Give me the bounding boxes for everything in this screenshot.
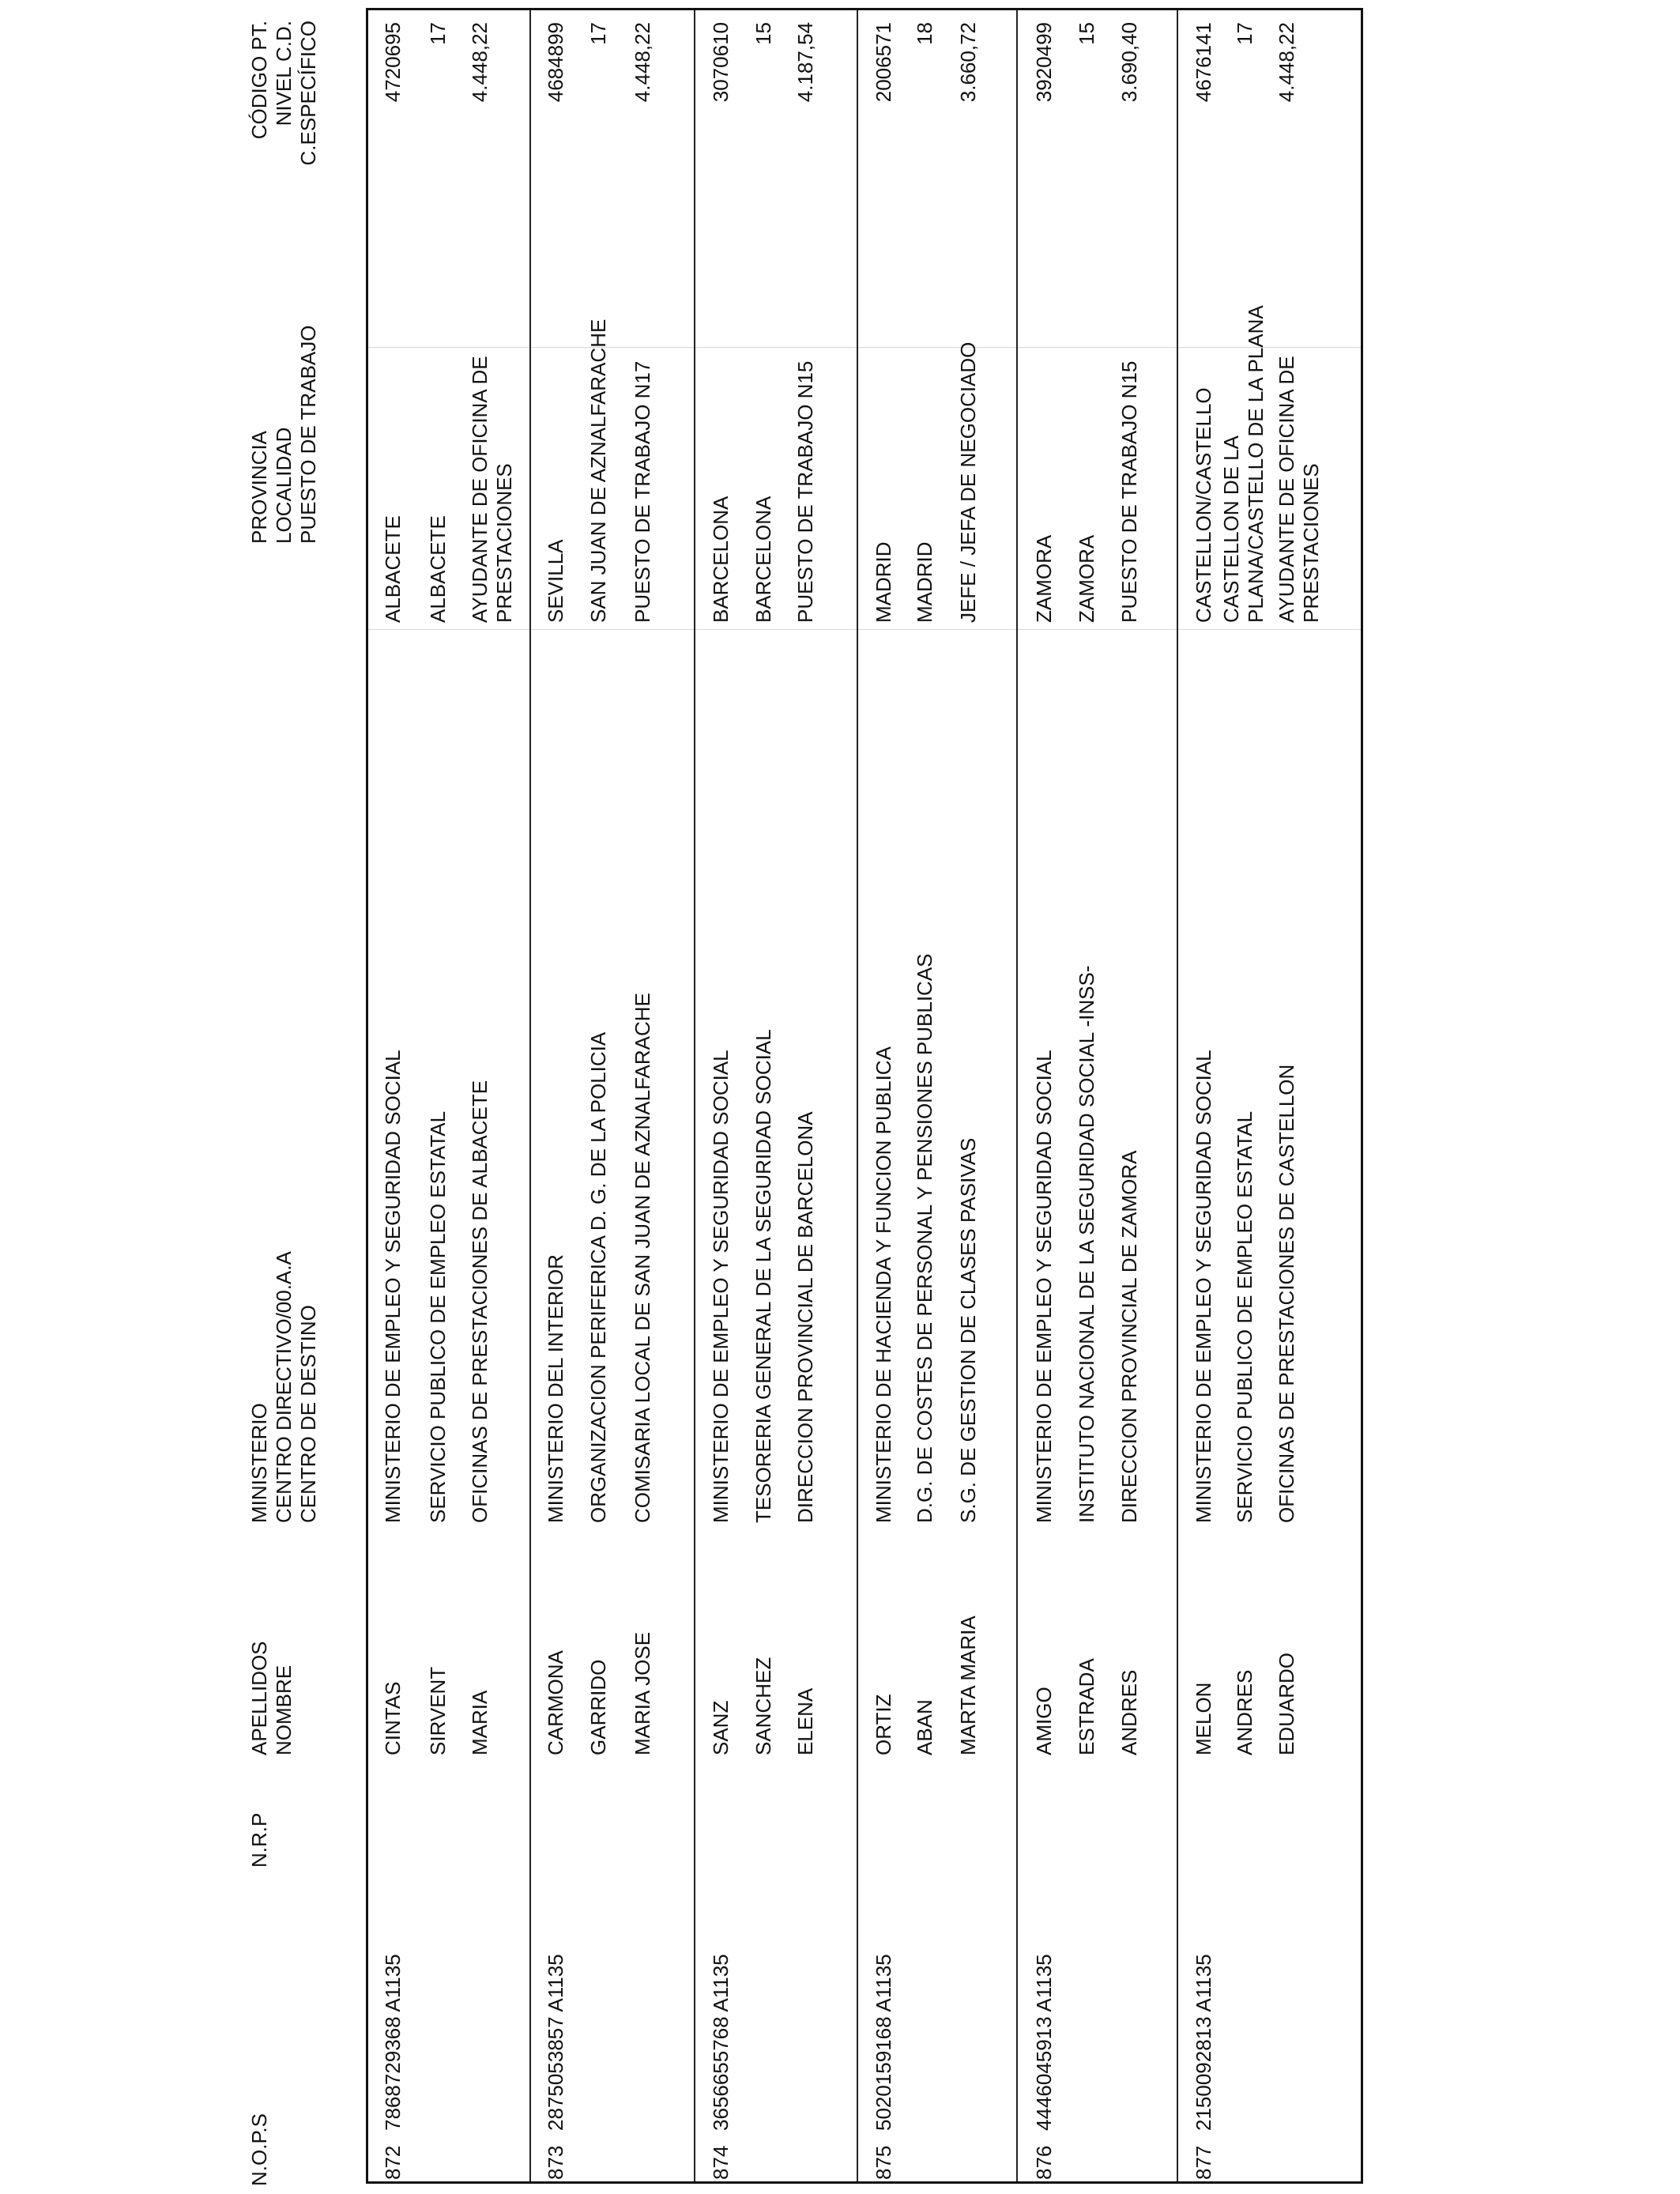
centro-directivo-value: TESORERIA GENERAL DE LA SEGURIDAD SOCIAL bbox=[751, 1029, 775, 1523]
nops-value: 876 bbox=[1032, 2145, 1056, 2180]
nivel-cd-value: 17 bbox=[426, 22, 450, 45]
apellido2-value: GARRIDO bbox=[586, 1659, 610, 1755]
nivel-cd-value: 18 bbox=[913, 22, 936, 45]
nombre-value: EDUARDO bbox=[1275, 1652, 1298, 1755]
apellido1-value: MELON bbox=[1192, 1682, 1215, 1755]
nops-value: 877 bbox=[1192, 2145, 1215, 2180]
centro-directivo-value: SERVICIO PUBLICO DE EMPLEO ESTATAL bbox=[1233, 1110, 1256, 1523]
centro-destino-value: OFICINAS DE PRESTACIONES DE CASTELLON bbox=[1275, 1064, 1298, 1523]
apellido1-value: ORTIZ bbox=[872, 1694, 895, 1755]
apellido1-value: SANZ bbox=[709, 1700, 733, 1755]
apellido1-value: CINTAS bbox=[381, 1681, 405, 1755]
ministerio-value: MINISTERIO DE HACIENDA Y FUNCION PUBLICA bbox=[872, 1046, 895, 1523]
row-divider bbox=[857, 10, 858, 2181]
apellido2-value: ABAN bbox=[913, 1699, 936, 1755]
centro-directivo-value: D.G. DE COSTES DE PERSONAL Y PENSIONES PUBLICAS bbox=[913, 953, 936, 1523]
provincia-value: BARCELONA bbox=[709, 496, 733, 623]
provincia-value: CASTELLON/CASTELLO bbox=[1192, 387, 1215, 623]
codigo-pt-value: 2006571 bbox=[872, 22, 895, 103]
c-especifico-value: 4.448,22 bbox=[631, 22, 654, 103]
header-codigo-nivel-especifico: CÓDIGO PT. NIVEL C.D. C.ESPECÍFICO bbox=[247, 21, 320, 166]
column-divider bbox=[368, 629, 1361, 630]
c-especifico-value: 4.187,54 bbox=[793, 22, 817, 103]
localidad-value: ZAMORA bbox=[1075, 534, 1098, 623]
puesto-value: JEFE / JEFA DE NEGOCIADO bbox=[956, 341, 980, 623]
provincia-value: ALBACETE bbox=[381, 515, 405, 623]
puesto-value: AYUDANTE DE OFICINA DE PRESTACIONES bbox=[468, 356, 516, 623]
puesto-value: PUESTO DE TRABAJO N17 bbox=[631, 360, 654, 623]
c-especifico-value: 3.690,40 bbox=[1117, 22, 1141, 103]
ministerio-value: MINISTERIO DE EMPLEO Y SEGURIDAD SOCIAL bbox=[1032, 1050, 1056, 1523]
nrp-value: 2150092813 A1135 bbox=[1192, 1954, 1215, 2131]
centro-destino-value: DIRECCION PROVINCIAL DE BARCELONA bbox=[793, 1111, 817, 1523]
apellido2-value: SANCHEZ bbox=[751, 1657, 775, 1755]
localidad-value: SAN JUAN DE AZNALFARACHE bbox=[586, 319, 610, 623]
row-divider bbox=[1016, 10, 1018, 2181]
column-divider bbox=[368, 347, 1361, 348]
codigo-pt-value: 4676141 bbox=[1192, 22, 1215, 103]
ministerio-value: MINISTERIO DE EMPLEO Y SEGURIDAD SOCIAL bbox=[709, 1050, 733, 1523]
centro-directivo-value: ORGANIZACION PERIFERICA D. G. DE LA POLICIA bbox=[586, 1031, 610, 1523]
centro-destino-value: OFICINAS DE PRESTACIONES DE ALBACETE bbox=[468, 1080, 492, 1523]
row-divider bbox=[529, 10, 531, 2181]
nops-value: 875 bbox=[872, 2145, 895, 2180]
header-nrp: N.R.P bbox=[247, 1812, 271, 1868]
centro-directivo-value: SERVICIO PUBLICO DE EMPLEO ESTATAL bbox=[426, 1110, 450, 1523]
centro-destino-value: COMISARIA LOCAL DE SAN JUAN DE AZNALFARACHE bbox=[631, 993, 654, 1523]
nrp-value: 7868729368 A1135 bbox=[381, 1954, 405, 2131]
nombre-value: MARIA JOSE bbox=[631, 1631, 654, 1755]
c-especifico-value: 3.660,72 bbox=[956, 22, 980, 103]
codigo-pt-value: 3920499 bbox=[1032, 22, 1056, 103]
nombre-value: MARIA bbox=[468, 1690, 492, 1755]
nombre-value: ELENA bbox=[793, 1687, 817, 1755]
apellido1-value: CARMONA bbox=[544, 1650, 567, 1755]
ministerio-value: MINISTERIO DE EMPLEO Y SEGURIDAD SOCIAL bbox=[381, 1050, 405, 1523]
row-divider bbox=[694, 10, 695, 2181]
localidad-value: BARCELONA bbox=[751, 496, 775, 623]
header-apellidos-nombre: APELLIDOS NOMBRE bbox=[247, 1641, 296, 1755]
apellido2-value: ESTRADA bbox=[1075, 1658, 1098, 1755]
centro-directivo-value: INSTITUTO NACIONAL DE LA SEGURIDAD SOCIAL -INSS- bbox=[1075, 965, 1098, 1523]
codigo-pt-value: 3070610 bbox=[709, 22, 733, 103]
apellido2-value: SIRVENT bbox=[426, 1666, 450, 1755]
c-especifico-value: 4.448,22 bbox=[468, 22, 492, 103]
codigo-pt-value: 4684899 bbox=[544, 22, 567, 103]
header-provincia-localidad-puesto: PROVINCIA LOCALIDAD PUESTO DE TRABAJO bbox=[247, 325, 320, 544]
nrp-value: 5020159168 A1135 bbox=[872, 1954, 895, 2131]
nivel-cd-value: 17 bbox=[586, 22, 610, 45]
nombre-value: MARTA MARIA bbox=[956, 1615, 980, 1755]
nivel-cd-value: 17 bbox=[1233, 22, 1256, 45]
nivel-cd-value: 15 bbox=[751, 22, 775, 45]
header-ministerio-centro: MINISTERIO CENTRO DIRECTIVO/00.A.A CENTRO DE DESTINO bbox=[247, 1251, 320, 1523]
puesto-value: PUESTO DE TRABAJO N15 bbox=[793, 360, 817, 623]
nombre-value: ANDRES bbox=[1117, 1669, 1141, 1755]
provincia-value: SEVILLA bbox=[544, 539, 567, 623]
ministerio-value: MINISTERIO DE EMPLEO Y SEGURIDAD SOCIAL bbox=[1192, 1050, 1215, 1523]
nops-value: 872 bbox=[381, 2145, 405, 2180]
centro-destino-value: S.G. DE GESTION DE CLASES PASIVAS bbox=[956, 1137, 980, 1523]
row-divider bbox=[1177, 10, 1178, 2181]
nrp-value: 2875053857 A1135 bbox=[544, 1954, 567, 2131]
centro-destino-value: DIRECCION PROVINCIAL DE ZAMORA bbox=[1117, 1150, 1141, 1523]
nops-value: 874 bbox=[709, 2145, 733, 2180]
localidad-value: MADRID bbox=[913, 541, 936, 623]
nops-value: 873 bbox=[544, 2145, 567, 2180]
provincia-value: MADRID bbox=[872, 541, 895, 623]
apellido1-value: AMIGO bbox=[1032, 1687, 1056, 1755]
nrp-value: 3656655768 A1135 bbox=[709, 1954, 733, 2131]
ministerio-value: MINISTERIO DEL INTERIOR bbox=[544, 1254, 567, 1523]
localidad-value: CASTELLON DE LA PLANA/CASTELLO DE LA PLANA bbox=[1219, 305, 1268, 623]
nrp-value: 4446045913 A1135 bbox=[1032, 1954, 1056, 2131]
c-especifico-value: 4.448,22 bbox=[1275, 22, 1298, 103]
header-nops: N.O.P.S bbox=[247, 2113, 271, 2186]
codigo-pt-value: 4720695 bbox=[381, 22, 405, 103]
puesto-value: AYUDANTE DE OFICINA DE PRESTACIONES bbox=[1275, 356, 1323, 623]
nivel-cd-value: 15 bbox=[1075, 22, 1098, 45]
apellido2-value: ANDRES bbox=[1233, 1669, 1256, 1755]
provincia-value: ZAMORA bbox=[1032, 534, 1056, 623]
localidad-value: ALBACETE bbox=[426, 515, 450, 623]
puesto-value: PUESTO DE TRABAJO N15 bbox=[1117, 360, 1141, 623]
